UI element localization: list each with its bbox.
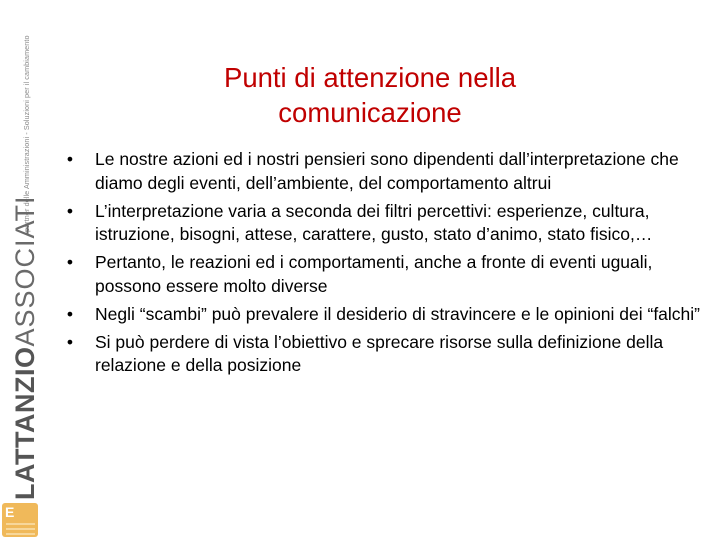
bullet-text: L’interpretazione varia a seconda dei filtri percettivi: esperienze, cultura, istruzione, bisogni, attese, carattere, gusto, stato d’animo, stato fisico,… xyxy=(95,200,653,244)
brand-logo-glyph: E xyxy=(5,504,15,520)
brand-logo-icon xyxy=(2,503,38,537)
bullet-text: Le nostre azioni ed i nostri pensieri sono dipendenti dall’interpretazione che diamo degli eventi, dell’ambiente, del comportamento altrui xyxy=(95,149,679,193)
bullet-marker: • xyxy=(66,303,74,324)
logo-decoration xyxy=(6,533,35,535)
bullet-item xyxy=(60,251,700,298)
brand-sidebar xyxy=(0,0,46,540)
bullet-marker: • xyxy=(66,149,74,169)
bullet-text: Negli “scambi” può prevalere il desiderio di stravincere e le opinioni dei “falchi” xyxy=(95,303,701,324)
bullet-marker: • xyxy=(66,200,74,221)
bullet-item xyxy=(60,200,700,247)
brand-tagline: partner delle Amministrazioni - Soluzioni per il cambiamento xyxy=(22,35,31,232)
slide-title-line2: comunicazione xyxy=(278,97,462,129)
bullet-marker: • xyxy=(66,252,74,272)
bullet-item xyxy=(60,148,700,195)
bullet-marker: • xyxy=(66,331,74,352)
bullet-item xyxy=(60,303,700,327)
slide-title xyxy=(150,60,590,130)
slide-title-line1: Punti di attenzione nella xyxy=(223,62,516,94)
bullet-text: Pertanto, le reazioni ed i comportamenti, anche a fronte di eventi uguali, possono essere molto diverse xyxy=(95,252,653,296)
bullet-list xyxy=(60,148,700,382)
brand-name-bold: LATTANZIO xyxy=(10,346,40,500)
brand-name-light: ASSOCIATI xyxy=(10,195,40,347)
logo-decoration xyxy=(6,523,35,525)
bullet-item xyxy=(60,331,700,378)
logo-decoration xyxy=(6,528,35,530)
brand-name xyxy=(10,196,41,501)
bullet-text: Si può perdere di vista l’obiettivo e sprecare risorse sulla definizione della relazione e della posizione xyxy=(95,331,664,375)
